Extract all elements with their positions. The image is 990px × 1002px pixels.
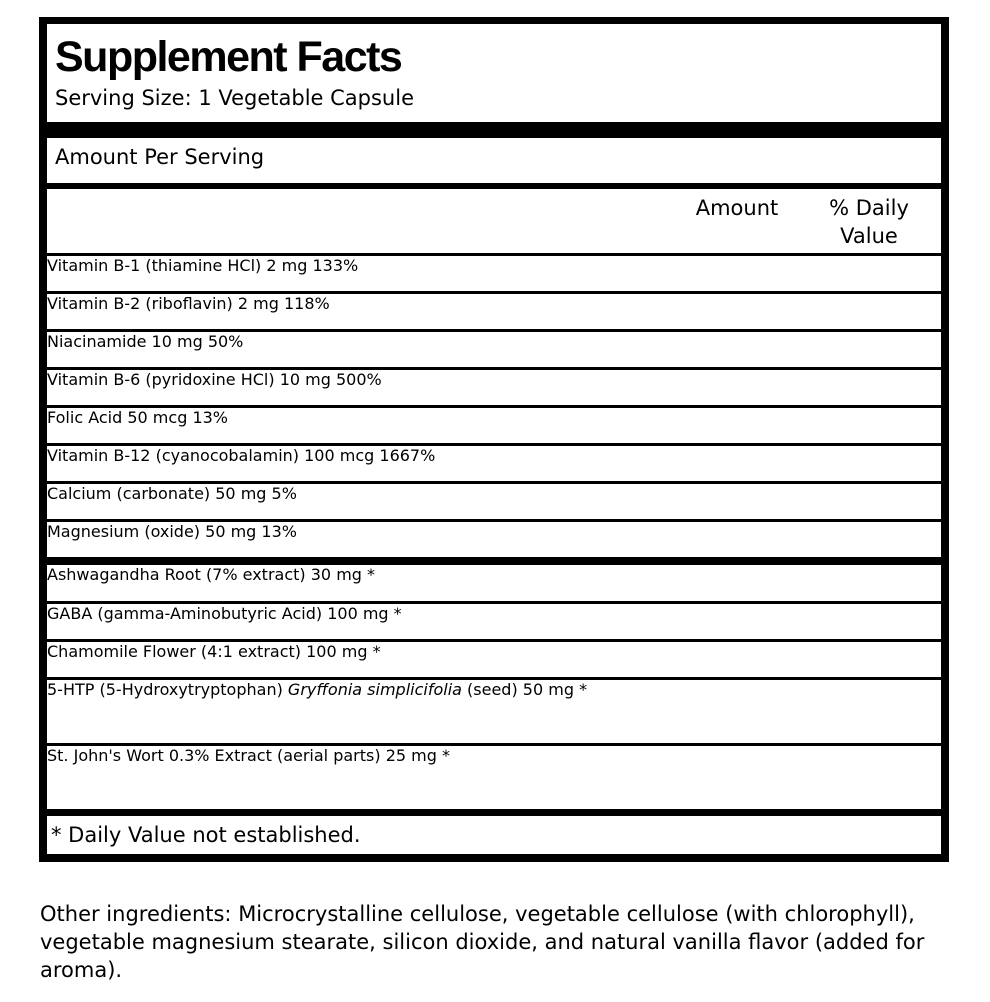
nutrient-amount: 10 mg: [151, 332, 203, 351]
nutrient-amount: 100 mcg: [304, 446, 375, 465]
ingredient-name: Chamomile Flower (4:1 extract): [47, 642, 302, 661]
vitamin-row: [47, 256, 941, 291]
vitamin-row: [47, 294, 941, 329]
botanical-row: [47, 565, 941, 601]
ingredient-amount: 100 mg: [327, 604, 389, 623]
botanical-row: [47, 680, 941, 743]
nutrient-name: Vitamin B-12 (cyanocobalamin): [47, 446, 300, 465]
vitamin-row: [47, 332, 941, 367]
nutrient-amount: 2 mg: [266, 256, 308, 275]
amount-per-serving: Amount Per Serving: [55, 145, 265, 169]
nutrient-amount: 50 mg: [215, 484, 267, 503]
nutrient-amount: 10 mg: [279, 370, 331, 389]
ingredient-name: GABA (gamma-Aminobutyric Acid): [47, 604, 323, 623]
daily-value-header-line2: Value: [840, 224, 898, 248]
ingredient-amount: 30 mg: [310, 565, 362, 584]
nutrient-daily-value: 50%: [207, 332, 244, 351]
ingredient-daily-value: *: [393, 604, 402, 623]
footnote: * Daily Value not established.: [51, 823, 361, 847]
botanical-row: [47, 604, 941, 639]
nutrient-daily-value: 13%: [192, 408, 228, 427]
other-ingredients: Other ingredients: Microcrystalline cellulose, vegetable cellulose (with chlorophyll), vegetable magnesium stearate, silicon dioxide, and natural vanilla flavor (added for aroma).: [40, 902, 925, 982]
serving-size: Serving Size: 1 Vegetable Capsule: [55, 86, 414, 110]
nutrient-amount: 50 mg: [205, 522, 257, 541]
amount-column-header: Amount: [695, 196, 779, 220]
vitamin-row: [47, 446, 941, 481]
nutrient-name: Folic Acid: [47, 408, 123, 427]
botanical-species: Gryffonia simplicifolia: [287, 680, 462, 699]
nutrient-daily-value: 118%: [283, 294, 330, 313]
nutrient-amount: 2 mg: [237, 294, 279, 313]
plant-part: (seed): [461, 680, 518, 699]
vitamin-row: [47, 408, 941, 443]
ingredient-name: Ashwagandha Root (7% extract): [47, 565, 306, 584]
nutrient-name: Vitamin B-1 (thiamine HCl): [47, 256, 262, 275]
ingredient-daily-value: *: [372, 642, 381, 661]
nutrient-name: Niacinamide: [47, 332, 147, 351]
nutrient-name: Vitamin B-6 (pyridoxine HCl): [47, 370, 275, 389]
botanical-row: [47, 642, 941, 677]
ingredient-name-line2: [288, 680, 518, 699]
nutrient-daily-value: 500%: [335, 370, 382, 389]
page-title: Supplement Facts: [55, 33, 402, 81]
nutrient-daily-value: 13%: [261, 522, 297, 541]
nutrient-amount: 50 mcg: [127, 408, 188, 427]
botanical-row: [47, 746, 941, 809]
ingredient-amount: 50 mg: [522, 680, 574, 699]
ingredient-daily-value: *: [579, 680, 588, 699]
ingredient-amount: 25 mg: [385, 746, 437, 765]
nutrient-daily-value: 133%: [312, 256, 359, 275]
ingredient-daily-value: *: [441, 746, 450, 765]
vitamin-row: [47, 484, 941, 519]
vitamin-row: [47, 522, 941, 557]
vitamin-row: [47, 370, 941, 405]
ingredient-daily-value: *: [367, 565, 376, 584]
nutrient-name: Calcium (carbonate): [47, 484, 211, 503]
nutrient-daily-value: 5%: [271, 484, 297, 503]
nutrient-name: Vitamin B-2 (riboflavin): [47, 294, 233, 313]
ingredient-name-line2: (aerial parts): [276, 746, 381, 765]
daily-value-header-line1: % Daily: [829, 196, 909, 220]
ingredient-amount: 100 mg: [306, 642, 368, 661]
nutrient-name: Magnesium (oxide): [47, 522, 201, 541]
nutrient-daily-value: 1667%: [379, 446, 436, 465]
ingredient-name: 5-HTP (5-Hydroxytryptophan): [47, 680, 283, 699]
ingredient-name: St. John's Wort 0.3% Extract: [47, 746, 272, 765]
